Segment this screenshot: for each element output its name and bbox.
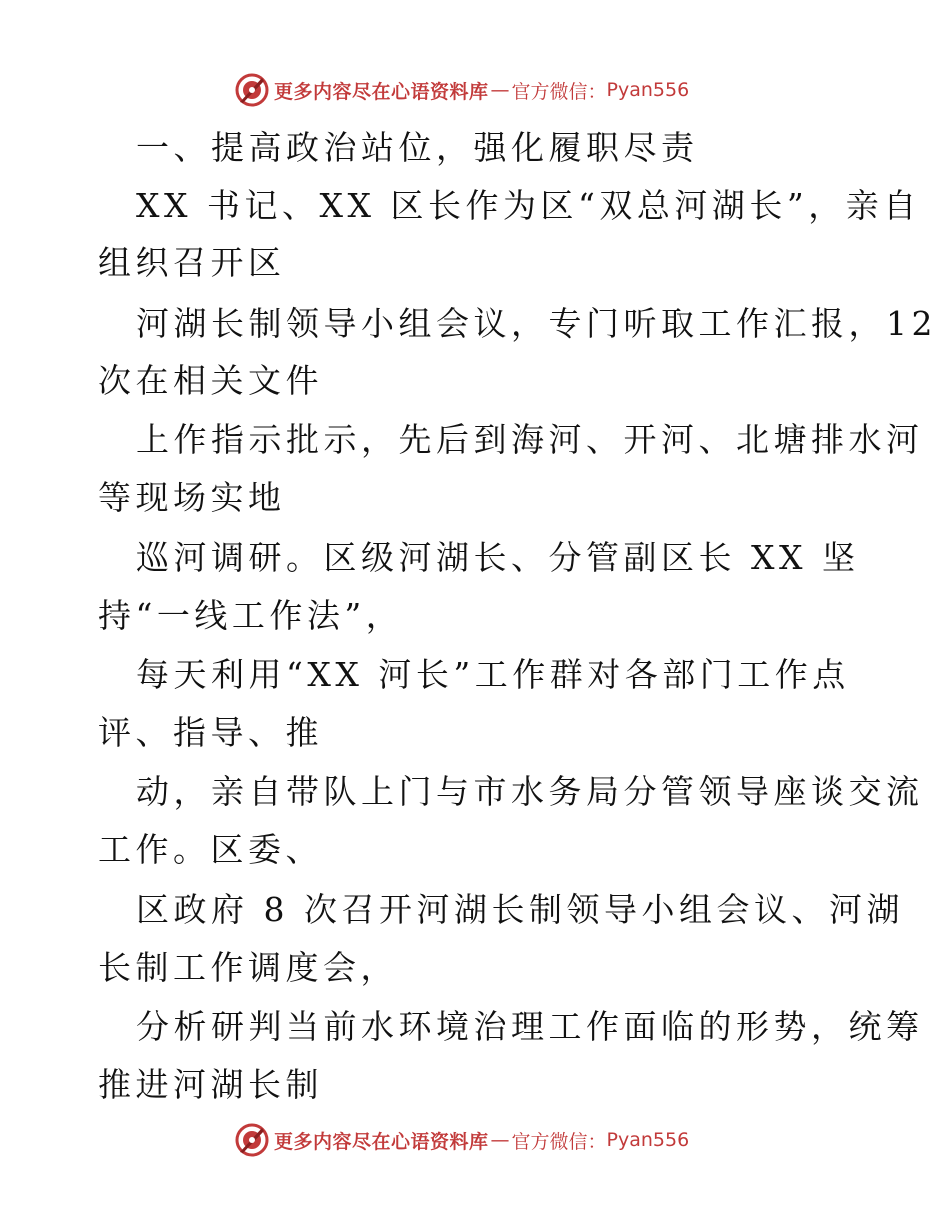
text-line: XX 书记、XX 区长作为区“双总河湖长”，亲自 — [136, 186, 921, 225]
quill-seal-icon — [234, 72, 270, 108]
text-line: 河湖长制领导小组会议，专门听取工作汇报，12 — [136, 304, 937, 343]
footer-banner — [234, 1120, 689, 1160]
banner-dash: — — [490, 79, 510, 101]
text-line: 动，亲自带队上门与市水务局分管领导座谈交流 — [136, 772, 924, 811]
text-line: 上作指示批示，先后到海河、开河、北塘排水河 — [136, 420, 924, 459]
quill-seal-icon — [234, 1122, 270, 1158]
text-line: 巡河调研。区级河湖长、分管副区长 XX 坚 — [136, 538, 860, 577]
banner-wechat-id: Pyan556 — [606, 1129, 690, 1151]
text-line: 评、指导、推 — [98, 713, 323, 752]
banner-main-text: 更多内容尽在心语资料库 — [274, 1130, 489, 1153]
header-banner — [234, 70, 689, 110]
text-line: 每天利用“XX 河长”工作群对各部门工作点 — [136, 655, 850, 694]
text-line: 工作。区委、 — [98, 830, 323, 869]
section-heading: 一、提高政治站位，强化履职尽责 — [136, 128, 699, 167]
text-line: 推进河湖长制 — [98, 1065, 323, 1104]
banner-wechat-label: 官方微信： — [511, 80, 607, 103]
banner-dash: — — [490, 1129, 510, 1151]
banner-wechat-label: 官方微信： — [511, 1130, 607, 1153]
text-line: 持“一线工作法”， — [98, 596, 404, 635]
text-line: 组织召开区 — [98, 243, 286, 282]
banner-wechat-id: Pyan556 — [606, 79, 690, 101]
text-line: 分析研判当前水环境治理工作面临的形势，统筹 — [136, 1007, 924, 1046]
text-line: 等现场实地 — [98, 478, 286, 517]
text-line: 长制工作调度会， — [98, 948, 398, 987]
text-line: 次在相关文件 — [98, 361, 323, 400]
banner-main-text: 更多内容尽在心语资料库 — [274, 80, 489, 103]
text-line: 区政府 8 次召开河湖长制领导小组会议、河湖 — [136, 890, 904, 929]
